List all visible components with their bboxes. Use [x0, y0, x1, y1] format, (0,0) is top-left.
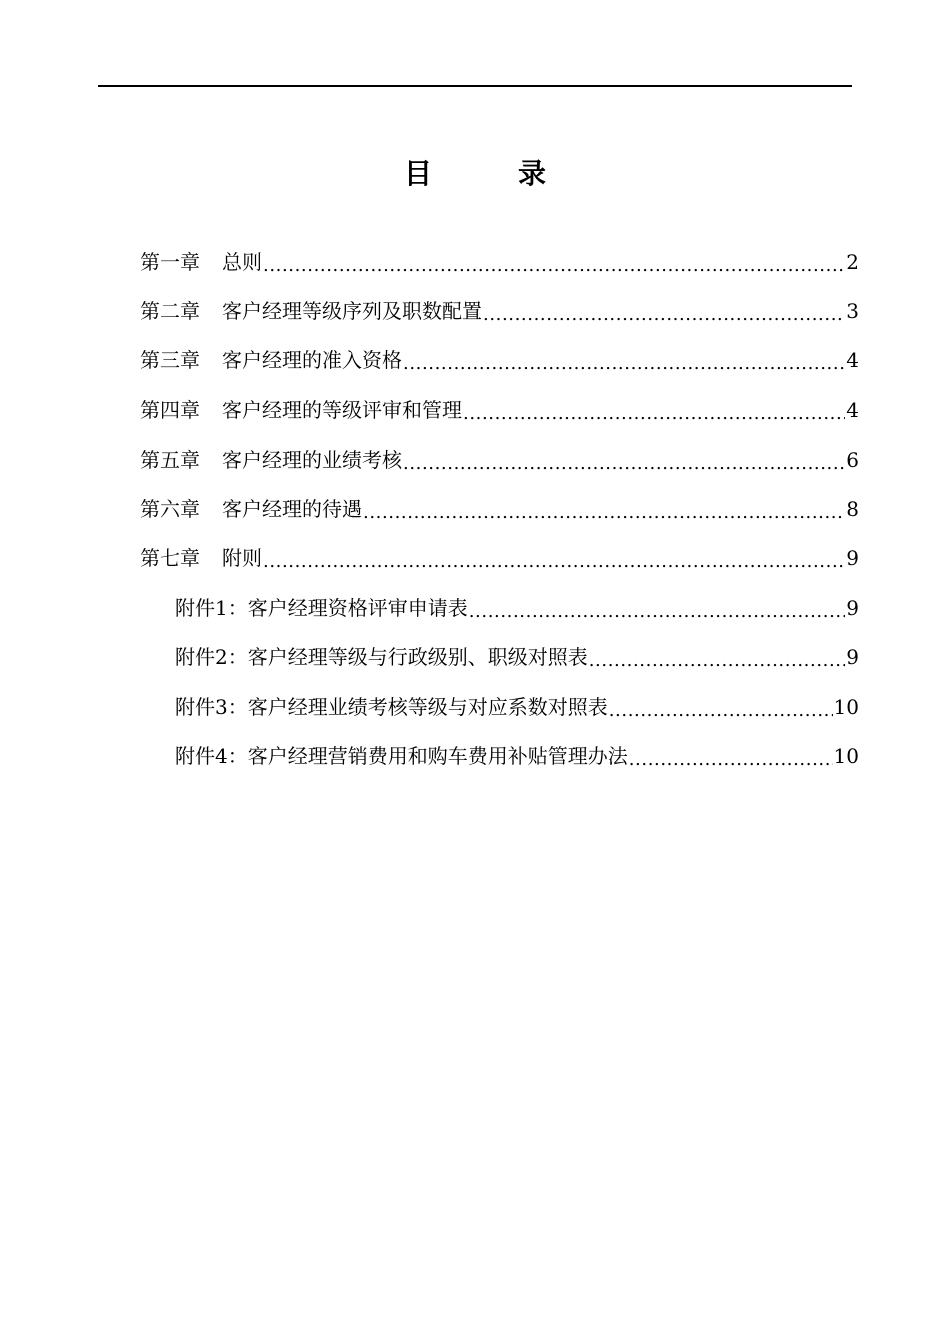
dot-leader	[263, 247, 845, 277]
toc-entry-label: 客户经理的准入资格	[222, 348, 402, 372]
dot-leader	[609, 692, 833, 722]
toc-page-number: 4	[846, 398, 859, 422]
toc-page-number: 10	[833, 695, 859, 719]
header-rule	[98, 85, 852, 87]
toc-page-number: 9	[846, 645, 859, 669]
title-char-1: 目	[403, 157, 432, 190]
toc-entry-label: 客户经理等级序列及职数配置	[222, 299, 482, 323]
toc-entry-chapter-5[interactable]	[140, 445, 859, 475]
dot-leader	[629, 741, 833, 771]
toc-entry-chapter-7[interactable]	[140, 543, 859, 573]
dot-leader	[463, 395, 845, 425]
toc-page-number: 6	[846, 448, 859, 472]
dot-leader	[469, 593, 846, 623]
toc-entry-chapter-6[interactable]	[140, 494, 859, 524]
dot-leader	[403, 445, 845, 475]
toc-entry-label: 附件3：客户经理业绩考核等级与对应系数对照表	[175, 695, 608, 719]
toc-page-number: 4	[846, 348, 859, 372]
toc-page-number: 10	[833, 744, 859, 768]
toc-entry-label: 客户经理的业绩考核	[222, 448, 402, 472]
toc-entry-appendix-4[interactable]	[175, 741, 859, 771]
toc-entry-appendix-1[interactable]	[175, 593, 859, 623]
toc-page-number: 3	[846, 299, 859, 323]
toc-entry-label: 客户经理的待遇	[222, 497, 362, 521]
title-char-2: 录	[518, 157, 547, 190]
toc-entry-appendix-2[interactable]	[175, 642, 859, 672]
dot-leader	[589, 642, 846, 672]
toc-entry-chapter-4[interactable]	[140, 395, 859, 425]
toc-chapter-number: 第一章	[140, 250, 200, 274]
dot-leader	[363, 494, 845, 524]
toc-page-number: 2	[846, 250, 859, 274]
page-title	[0, 150, 950, 198]
toc-page-number: 8	[846, 497, 859, 521]
toc-entry-chapter-2[interactable]	[140, 296, 859, 326]
toc-entry-label: 附则	[222, 546, 262, 570]
toc-entry-appendix-3[interactable]	[175, 692, 859, 722]
toc-chapter-number: 第七章	[140, 546, 200, 570]
toc-entry-label: 总则	[222, 250, 262, 274]
toc-chapter-number: 第四章	[140, 398, 200, 422]
toc-entry-label: 客户经理的等级评审和管理	[222, 398, 462, 422]
toc-chapter-number: 第二章	[140, 299, 200, 323]
toc-page-number: 9	[846, 546, 859, 570]
toc-entry-label: 附件1：客户经理资格评审申请表	[175, 596, 468, 620]
toc-entry-label: 附件2：客户经理等级与行政级别、职级对照表	[175, 645, 588, 669]
toc-entry-label: 附件4：客户经理营销费用和购车费用补贴管理办法	[175, 744, 628, 768]
dot-leader	[263, 543, 845, 573]
toc-chapter-number: 第五章	[140, 448, 200, 472]
toc-chapter-number: 第三章	[140, 348, 200, 372]
toc-entry-chapter-3[interactable]	[140, 345, 859, 375]
dot-leader	[483, 296, 845, 326]
dot-leader	[403, 345, 845, 375]
toc-chapter-number: 第六章	[140, 497, 200, 521]
toc-entry-chapter-1[interactable]	[140, 247, 859, 277]
toc-page-number: 9	[846, 596, 859, 620]
